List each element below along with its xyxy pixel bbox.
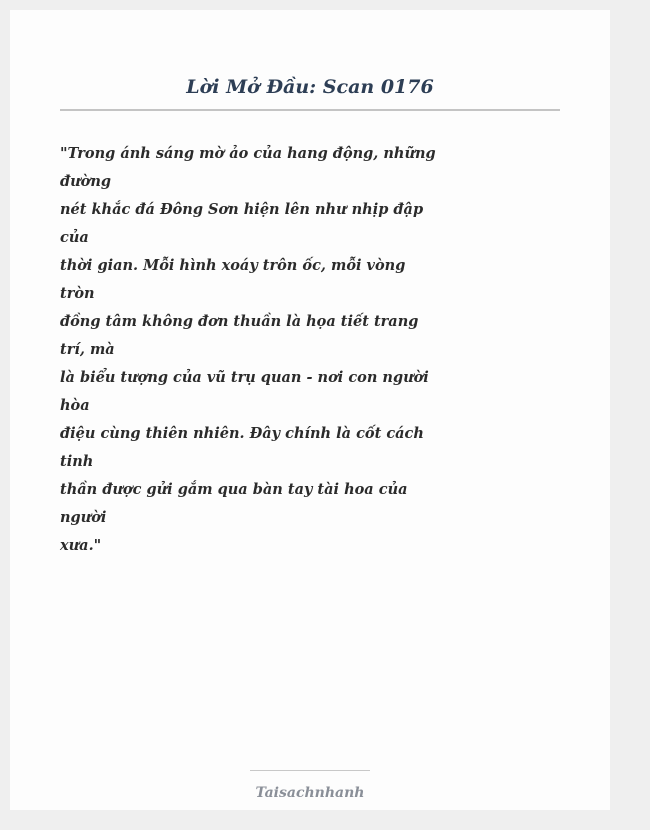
body-line: "Trong ánh sáng mờ ảo của hang động, những bbox=[60, 145, 436, 162]
body-line: thần được gửi gắm qua bàn tay tài hoa của bbox=[60, 481, 408, 498]
page-title: Lời Mở Đầu: Scan 0176 bbox=[186, 76, 434, 98]
title-divider bbox=[60, 109, 560, 111]
body-line: thời gian. Mỗi hình xoáy trôn ốc, mỗi vòng bbox=[60, 257, 406, 274]
body-line: trí, mà bbox=[60, 341, 115, 358]
body-line: hòa bbox=[60, 397, 90, 414]
body-line: đồng tâm không đơn thuần là họa tiết trang bbox=[60, 313, 419, 330]
body-line: đường bbox=[60, 173, 112, 190]
document-page bbox=[10, 10, 610, 810]
body-text bbox=[60, 140, 436, 560]
body-line: tròn bbox=[60, 285, 95, 302]
body-line: là biểu tượng của vũ trụ quan - nơi con người bbox=[60, 369, 429, 386]
body-line: điệu cùng thiên nhiên. Đây chính là cốt cách bbox=[60, 425, 424, 442]
body-line: của bbox=[60, 229, 89, 246]
body-line: người bbox=[60, 509, 107, 526]
body-line: tinh bbox=[60, 453, 94, 470]
body-line: xưa." bbox=[60, 537, 102, 554]
footer-text: Taisachnhanh bbox=[255, 785, 365, 801]
footer-divider bbox=[250, 770, 370, 771]
body-line: nét khắc đá Đông Sơn hiện lên như nhịp đập bbox=[60, 201, 424, 218]
